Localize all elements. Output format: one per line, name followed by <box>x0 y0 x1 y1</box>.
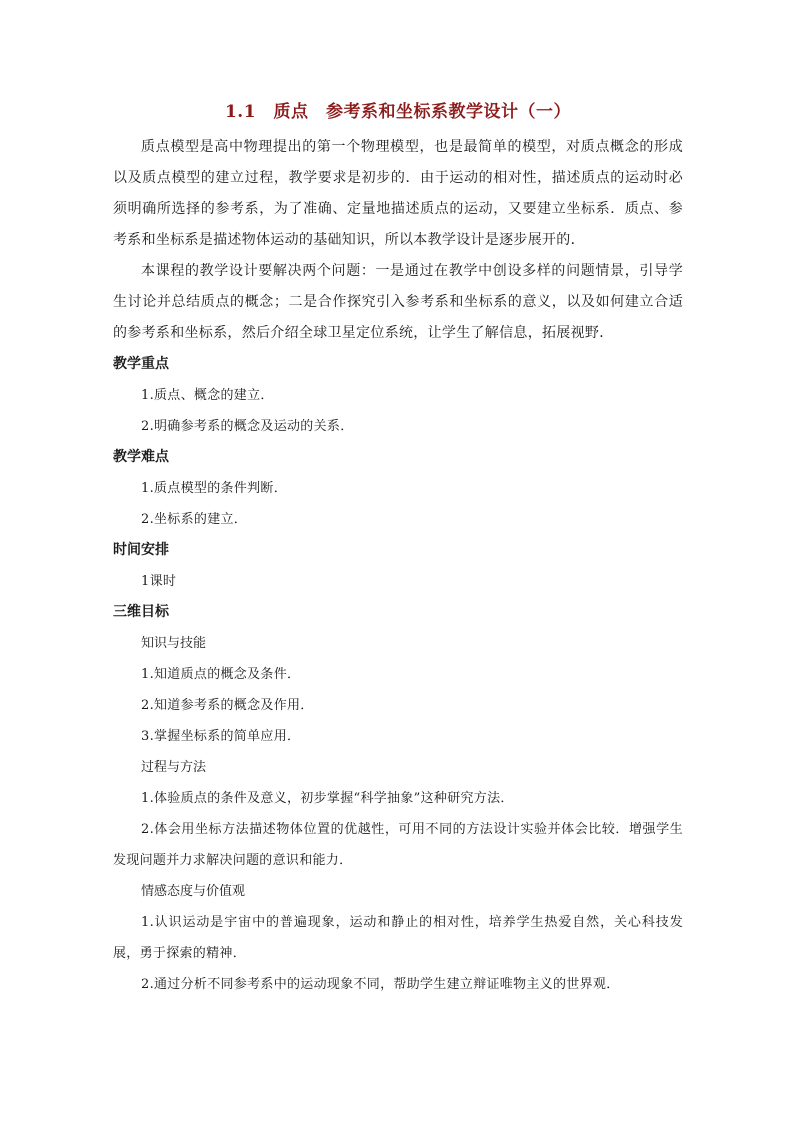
objective-subheading-attitude: 情感态度与价值观 <box>141 884 246 899</box>
intro-paragraph-1: 质点模型是高中物理提出的第一个物理模型，也是最简单的模型，对质点概念的形成以及质点模型的建立过程，教学要求是初步的．由于运动的相对性，描述质点的运动时必须明确所选择的参考系，为了准确、定量地描述质点的运动，又要建立坐标系．质点、参考系和坐标系是描述物体运动的基础知识，所以本教学设计是逐步展开的． <box>113 139 683 248</box>
difficulty-item: 2.坐标系的建立． <box>141 512 248 527</box>
attitude-item: 2.通过分析不同参考系中的运动现象不同，帮助学生建立辩证唯物主义的世界观． <box>141 977 620 992</box>
section-heading-time: 时间安排 <box>113 542 169 558</box>
objective-subheading-knowledge: 知识与技能 <box>141 636 207 651</box>
difficulty-item: 1.质点模型的条件判断． <box>141 481 288 496</box>
process-item: 2.体会用坐标方法描述物体位置的优越性，可用不同的方法设计实验并体会比较．增强学生发现问题并力求解决问题的意识和能力． <box>113 822 683 868</box>
section-heading-key-points: 教学重点 <box>113 356 169 372</box>
knowledge-item: 1.知道质点的概念及条件． <box>141 667 301 682</box>
objective-subheading-process: 过程与方法 <box>141 760 207 775</box>
key-point-item: 1.质点、概念的建立． <box>141 388 274 403</box>
document-title: 1.1 质点 参考系和坐标系教学设计（一） <box>224 102 572 122</box>
time-item: 1课时 <box>141 574 177 589</box>
section-heading-difficulties: 教学难点 <box>113 449 169 465</box>
attitude-item: 1.认识运动是宇宙中的普遍现象，运动和静止的相对性，培养学生热爱自然，关心科技发展，勇于探索的精神． <box>113 915 683 961</box>
intro-paragraph-2: 本课程的教学设计要解决两个问题：一是通过在教学中创设多样的问题情景，引导学生讨论并总结质点的概念；二是合作探究引入参考系和坐标系的意义，以及如何建立合适的参考系和坐标系，然后介绍全球卫星定位系统，让学生了解信息，拓展视野． <box>113 263 683 341</box>
knowledge-item: 3.掌握坐标系的简单应用． <box>141 729 301 744</box>
process-item: 1.体验质点的条件及意义，初步掌握“科学抽象”这种研究方法． <box>141 791 514 806</box>
section-heading-objectives: 三维目标 <box>113 604 169 620</box>
key-point-item: 2.明确参考系的概念及运动的关系． <box>141 419 354 434</box>
knowledge-item: 2.知道参考系的概念及作用． <box>141 698 314 713</box>
document-page <box>113 100 683 1000</box>
